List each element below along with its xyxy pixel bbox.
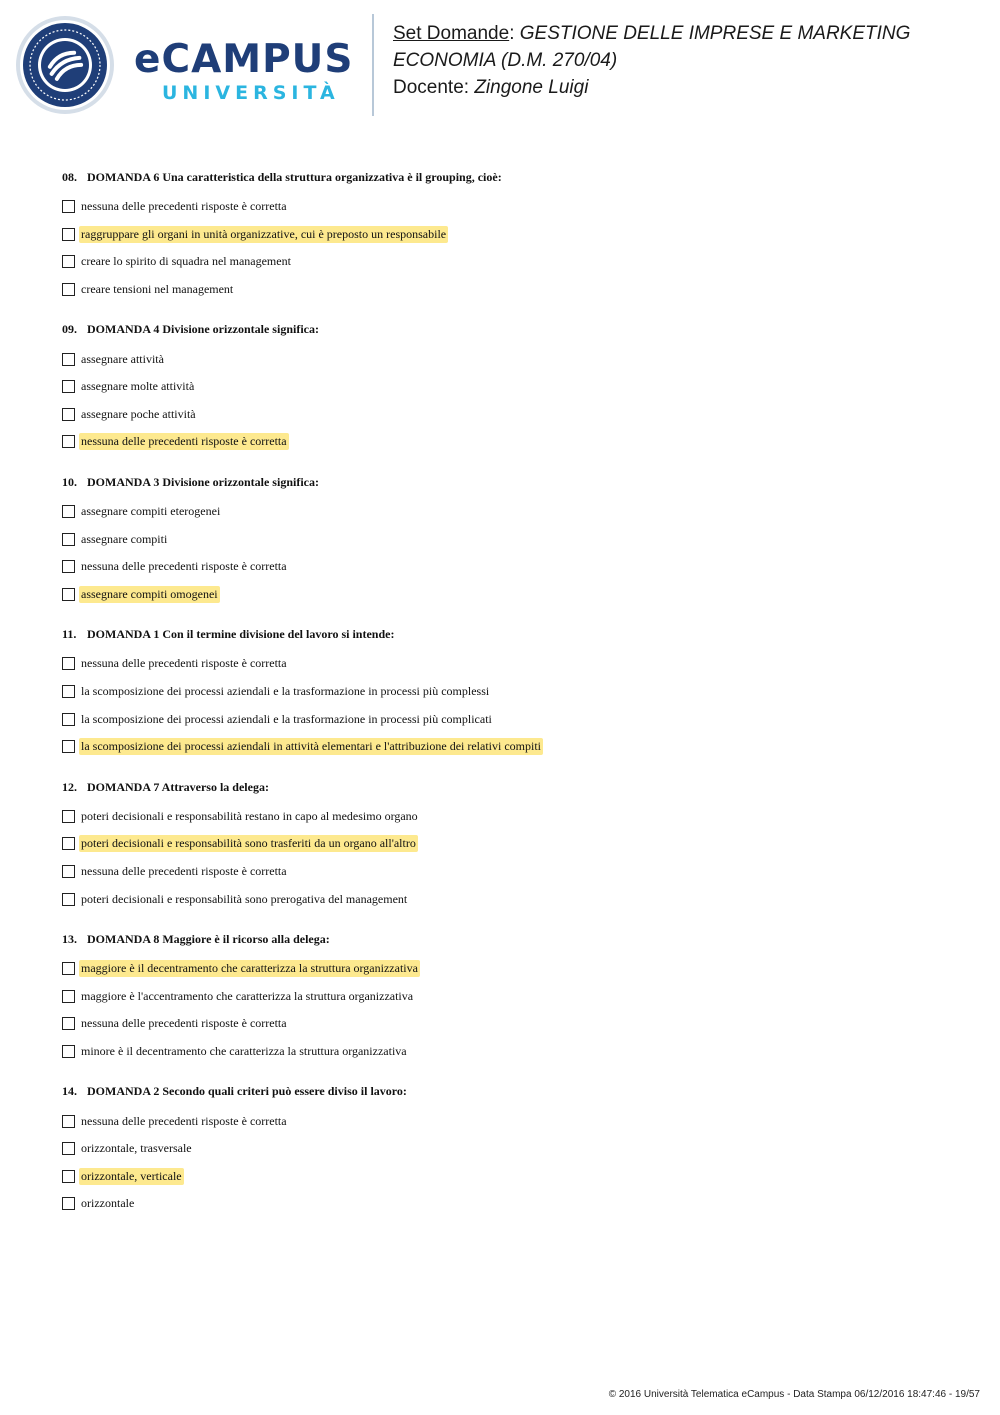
answer-option xyxy=(62,1038,962,1066)
question-block xyxy=(62,320,962,455)
brand-subtitle: UNIVERSITÀ xyxy=(162,82,340,104)
answer-option xyxy=(62,221,962,249)
answer-text: assegnare attività xyxy=(81,351,164,366)
checkbox-icon xyxy=(62,1017,75,1030)
answer-text: poteri decisionali e responsabilità restano in capo al medesimo organo xyxy=(81,808,418,823)
question-title xyxy=(62,473,962,492)
answer-text-highlighted: maggiore è il decentramento che caratterizza la struttura organizzativa xyxy=(81,961,418,976)
checkbox-icon xyxy=(62,200,75,213)
answer-option xyxy=(62,581,962,609)
answer-option xyxy=(62,401,962,429)
answer-option xyxy=(62,428,962,456)
answer-option xyxy=(62,830,962,858)
question-text: DOMANDA 7 Attraverso la delega: xyxy=(87,779,269,794)
checkbox-icon xyxy=(62,893,75,906)
answer-option xyxy=(62,193,962,221)
answer-option xyxy=(62,650,962,678)
answer-text-highlighted: poteri decisionali e responsabilità sono trasferiti da un organo all'altro xyxy=(81,836,416,851)
checkbox-icon xyxy=(62,657,75,670)
question-text: DOMANDA 1 Con il termine divisione del lavoro si intende: xyxy=(87,627,395,642)
checkbox-icon xyxy=(62,810,75,823)
answer-option xyxy=(62,733,962,761)
question-number: 13. xyxy=(62,931,77,946)
answer-text: nessuna delle precedenti risposte è corretta xyxy=(81,1016,287,1031)
question-number: 08. xyxy=(62,170,77,184)
course-title-part2: ECONOMIA (D.M. 270/04) xyxy=(393,50,618,71)
answer-option xyxy=(62,955,962,983)
answer-option xyxy=(62,345,962,373)
brand-name: eCAMPUS xyxy=(134,37,354,82)
answer-text-highlighted: orizzontale, verticale xyxy=(81,1168,182,1183)
question-title xyxy=(62,1082,962,1101)
answer-text: minore è il decentramento che caratterizza la struttura organizzativa xyxy=(81,1043,407,1058)
answer-text: nessuna delle precedenti risposte è corretta xyxy=(81,863,287,878)
answer-option xyxy=(62,1135,962,1163)
checkbox-icon xyxy=(62,283,75,296)
answer-option xyxy=(62,705,962,733)
checkbox-icon xyxy=(62,685,75,698)
answer-option xyxy=(62,678,962,706)
question-title xyxy=(62,168,962,187)
answer-text: la scomposizione dei processi aziendali e la trasformazione in processi più complessi xyxy=(81,684,490,699)
answer-option xyxy=(62,982,962,1010)
answer-text-highlighted: nessuna delle precedenti risposte è corretta xyxy=(81,434,287,449)
answer-text: creare lo spirito di squadra nel management xyxy=(81,254,291,269)
question-block xyxy=(62,930,962,1065)
question-block xyxy=(62,1082,962,1217)
teacher-line xyxy=(393,74,910,101)
header-divider xyxy=(372,14,374,116)
answer-text: assegnare poche attività xyxy=(81,406,196,421)
checkbox-icon xyxy=(62,865,75,878)
answer-option xyxy=(62,1190,962,1218)
course-title-line2 xyxy=(393,47,910,74)
answer-option xyxy=(62,1162,962,1190)
answer-text-highlighted: assegnare compiti omogenei xyxy=(81,586,218,601)
answer-text: maggiore è l'accentramento che caratterizza la struttura organizzativa xyxy=(81,988,414,1003)
checkbox-icon xyxy=(62,255,75,268)
answer-option xyxy=(62,248,962,276)
answer-text: orizzontale xyxy=(81,1196,135,1211)
question-title xyxy=(62,625,962,644)
page-footer: © 2016 Università Telematica eCampus - Data Stampa 06/12/2016 18:47:46 - 19/57 xyxy=(608,1389,980,1400)
answer-option xyxy=(62,1010,962,1038)
checkbox-icon xyxy=(62,353,75,366)
question-number: 11. xyxy=(62,627,77,642)
question-title xyxy=(62,320,962,339)
question-block xyxy=(62,168,962,303)
checkbox-icon xyxy=(62,505,75,518)
set-label: Set Domande xyxy=(393,23,510,44)
answer-text-highlighted: la scomposizione dei processi aziendali in attività elementari e l'attribuzione dei relativi compiti xyxy=(81,739,542,754)
page-header xyxy=(0,0,1000,130)
question-block xyxy=(62,625,962,760)
answer-text-highlighted: raggruppare gli organi in unità organizzative, cui è preposto un responsabile xyxy=(81,226,447,241)
course-info xyxy=(393,20,910,101)
question-number: 10. xyxy=(62,474,77,489)
question-title xyxy=(62,778,962,797)
question-number: 09. xyxy=(62,322,77,337)
answer-text: creare tensioni nel management xyxy=(81,282,234,297)
checkbox-icon xyxy=(62,1170,75,1183)
checkbox-icon xyxy=(62,1197,75,1210)
brand-logotype xyxy=(134,37,354,106)
checkbox-icon xyxy=(62,380,75,393)
answer-text: nessuna delle precedenti risposte è corretta xyxy=(81,1113,287,1128)
answer-option xyxy=(62,803,962,831)
checkbox-icon xyxy=(62,713,75,726)
answer-text: orizzontale, trasversale xyxy=(81,1141,192,1156)
answer-text: nessuna delle precedenti risposte è corretta xyxy=(81,199,287,214)
question-list xyxy=(62,168,962,1235)
checkbox-icon xyxy=(62,560,75,573)
checkbox-icon xyxy=(62,408,75,421)
question-text: DOMANDA 8 Maggiore è il ricorso alla delega: xyxy=(87,931,330,946)
question-text: DOMANDA 3 Divisione orizzontale significa: xyxy=(87,474,319,489)
checkbox-icon xyxy=(62,533,75,546)
question-number: 12. xyxy=(62,779,77,794)
answer-option xyxy=(62,498,962,526)
question-number: 14. xyxy=(62,1084,77,1099)
answer-text: assegnare compiti eterogenei xyxy=(81,504,221,519)
question-text: DOMANDA 2 Secondo quali criteri può essere diviso il lavoro: xyxy=(87,1084,407,1099)
answer-text: la scomposizione dei processi aziendali e la trasformazione in processi più complicati xyxy=(81,711,492,726)
answer-option xyxy=(62,553,962,581)
answer-text: nessuna delle precedenti risposte è corretta xyxy=(81,656,287,671)
question-block xyxy=(62,473,962,608)
answer-option xyxy=(62,885,962,913)
checkbox-icon xyxy=(62,962,75,975)
checkbox-icon xyxy=(62,837,75,850)
checkbox-icon xyxy=(62,1115,75,1128)
question-text: DOMANDA 6 Una caratteristica della struttura organizzativa è il grouping, cioè: xyxy=(87,170,502,184)
answer-text: assegnare molte attività xyxy=(81,379,195,394)
question-block xyxy=(62,778,962,913)
checkbox-icon xyxy=(62,740,75,753)
checkbox-icon xyxy=(62,1045,75,1058)
answer-text: assegnare compiti xyxy=(81,531,168,546)
checkbox-icon xyxy=(62,990,75,1003)
answer-option xyxy=(62,276,962,304)
answer-option xyxy=(62,373,962,401)
answer-option xyxy=(62,858,962,886)
answer-option xyxy=(62,1107,962,1135)
answer-text: nessuna delle precedenti risposte è corretta xyxy=(81,559,287,574)
course-title-line: Set Domande: GESTIONE DELLE IMPRESE E MARKETING xyxy=(393,23,911,44)
checkbox-icon xyxy=(62,228,75,241)
checkbox-icon xyxy=(62,435,75,448)
university-seal-logo xyxy=(15,15,115,115)
answer-text: poteri decisionali e responsabilità sono prerogativa del management xyxy=(81,891,408,906)
answer-option xyxy=(62,525,962,553)
checkbox-icon xyxy=(62,588,75,601)
course-title-part1: GESTIONE DELLE IMPRESE E MARKETING xyxy=(519,23,911,44)
teacher-name: Zingone Luigi xyxy=(474,77,589,98)
question-title xyxy=(62,930,962,949)
question-text: DOMANDA 4 Divisione orizzontale significa: xyxy=(87,322,319,337)
teacher-label: Docente: xyxy=(393,77,470,98)
checkbox-icon xyxy=(62,1142,75,1155)
